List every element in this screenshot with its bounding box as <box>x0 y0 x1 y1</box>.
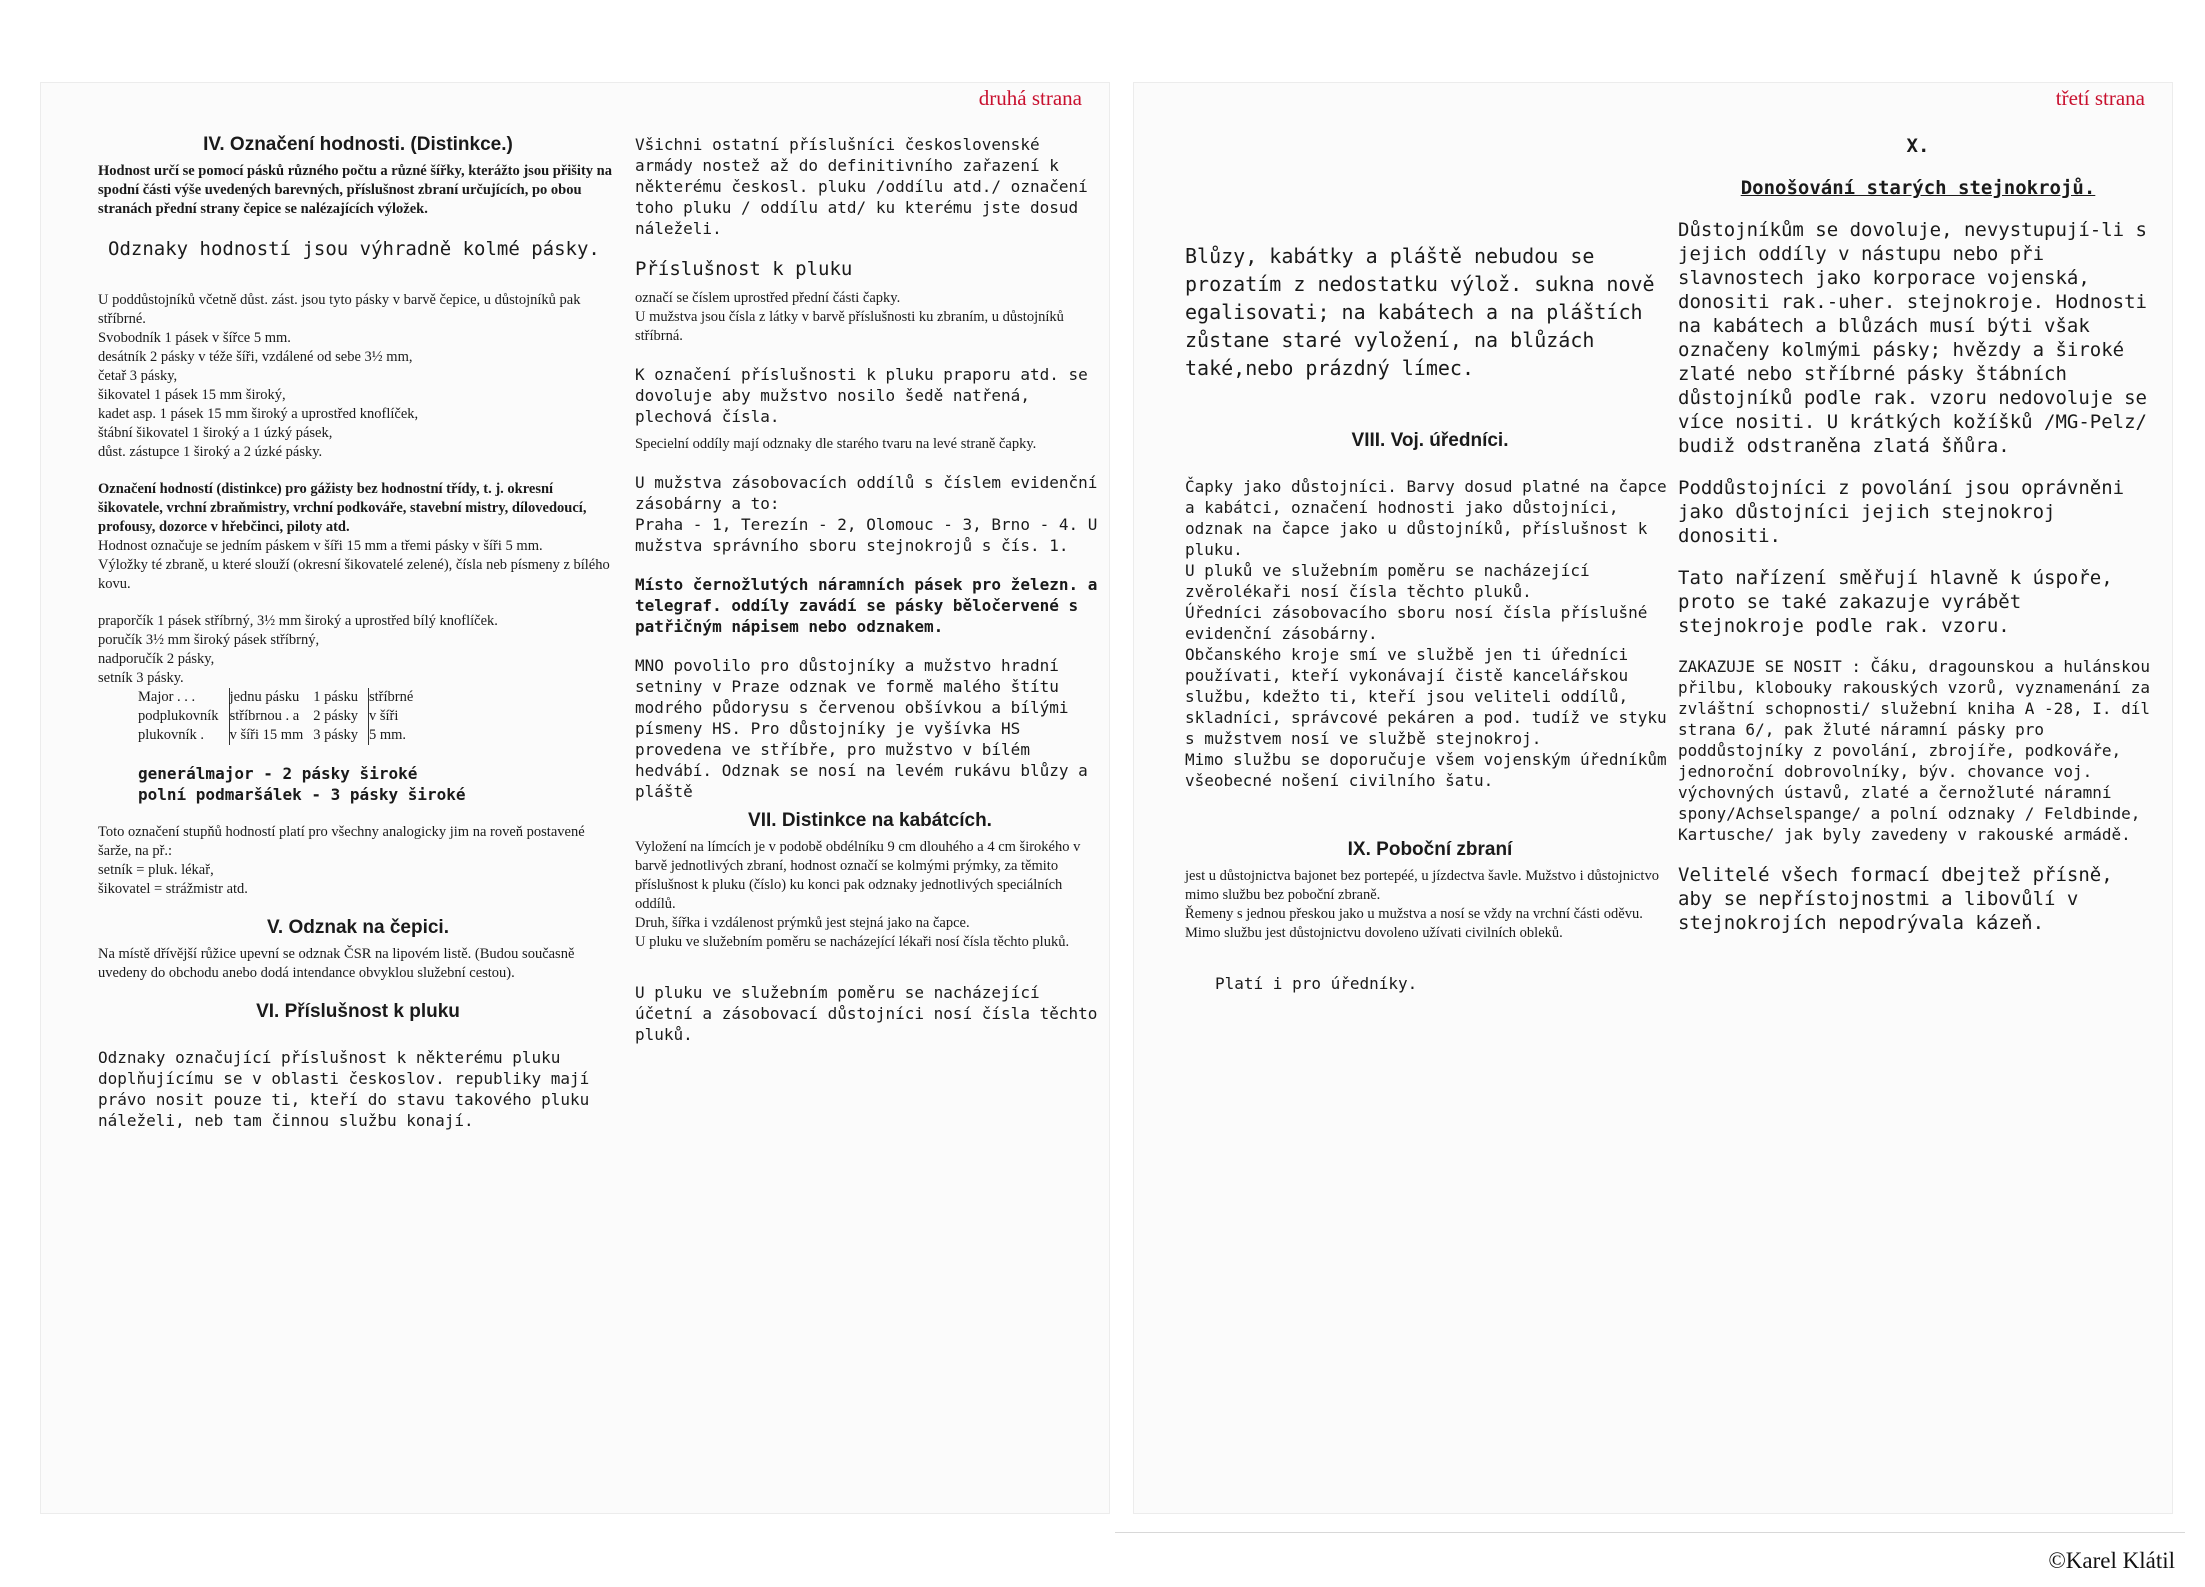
section-7-text: Vyložení na límcích je v podobě obdélníku 9 cm dlouhého a 4 cm širokého v barvě jednotlivých zbraní, hodnost označí se kolmými prýmky, za těmito příslušnost k pluku (číslo) ku konci pak odznaky jednotlivých speciálních oddílů. Druh, šířka i vzdálenost prýmků jest stejná jako na čapce. U pluku ve služebním poměru se nacházející lékaři nosí čísla těchto pluků. <box>635 839 1081 950</box>
poddustojnici-text: Poddůstojníci z povolání jsou oprávněni jako důstojníci jejich stejnokroj donositi. <box>1678 477 2125 547</box>
section-10-heading: X. <box>1906 135 1930 157</box>
rank-table-cell-c: stříbrné <box>369 688 424 707</box>
velitele-text: Velitelé všech formací dbejtež přísně, aby se nepřístojnostmi a libovůlí v stejnokrojích nepodrývala kázeň. <box>1678 864 2113 934</box>
document-page-left <box>40 82 1110 1514</box>
document-page-right <box>1133 82 2173 1514</box>
copyright-notice: ©Karel Klátil <box>2048 1548 2175 1573</box>
plati-text: Platí i pro úředníky. <box>1215 974 1418 993</box>
rank-table-cell-rank: plukovník . <box>138 727 205 743</box>
mno-text: MNO povolilo pro důstojníky a mužstvo hradní setniny v Praze odznak ve formě malého štítu modrého půdorysu s červenou obšívkou a bílými písmeny HS. Pro důstojníky je vyšívka HS provedena ve stříbře, pro mužstvo v bílém hedvábí. Odznak se nosí na levém rukávu blůzy a pláště <box>635 656 1088 801</box>
rank-table-cell-b: 1 pásku <box>313 689 358 705</box>
rank-table-cell-a: stříbrnou . a <box>229 707 313 726</box>
rank-table <box>138 688 423 745</box>
left-column-1 <box>98 134 618 1131</box>
left-column-2 <box>635 134 1105 1045</box>
page-label-left: druhá strana <box>978 86 1082 110</box>
section-8-text: Čapky jako důstojníci. Barvy dosud platné na čapce a kabátci, označení hodnosti jako důstojníci, odznak na čapce jako u důstojníků, příslušnost k pluku. U pluků ve služebním poměru se nacházející zvěrolékaři nosí čísla těchto pluků. Úředníci zásobovacího sboru nosí čísla příslušné evidenční zásobárny. Občanského kroje smí ve službě jen ti úředníci používati, kteří vykonávají čistě kancelářskou službu, kdežto ti, kteří jsou veliteli oddílů, skladníci, správcové pekáren a pod. tudíž ve styku s mužstvem nosí ve službě stejnokroj. Mimo službu se doporučuje všem vojenským úředníkům všeobecné nošení civilního šatu. <box>1185 477 1667 790</box>
zakazuje-text: ZAKAZUJE SE NOSIT : Čáku, dragounskou a hulánskou přilbu, klobouky rakouských vzorů, vyznamenání za zvláštní schopnosti/ služební kniha A -28, I. díl strana 6/, pak žluté náramní pásky pro poddůstojníky z povolání, zbrojíře, podkováře, jednoroční dobrovolníky, býv. chovance voj. výchovných ústavů, zlaté a černožluté náramní spony/Achselspange/ a polní odznaky / Feldbinde, Kartusche/ jak byly zavedeny v rakouské armádě. <box>1678 657 2151 844</box>
rank-table-cell-c: 5 mm. <box>369 726 424 745</box>
section-4-heading: IV. Označení hodnosti. (Distinkce.) <box>203 134 513 155</box>
prislusnost-heading: Příslušnost k pluku <box>635 258 853 280</box>
rank-table-cell-a: jednu pásku <box>229 688 313 707</box>
gazisty-text: Hodnost označuje se jedním páskem v šíři 15 mm a třemi pásky v šíři 5 mm. Výložky té zbraně, u které slouží (okresní šikovatelé zelené), čísla neb písmeny z bílého kovu. <box>98 538 610 592</box>
rank-table-cell-b: 3 pásky <box>313 727 358 743</box>
section-8-heading: VIII. Voj. úředníci. <box>1351 430 1509 451</box>
ucetni-text: U pluku ve služebním poměru se nacházející účetní a zásobovací důstojníci nosí čísla těchto pluků. <box>635 983 1098 1044</box>
rank-table-cell-c: v šíři <box>369 707 424 726</box>
section-5-heading: V. Odznak na čepici. <box>267 917 449 938</box>
section-9-heading: IX. Poboční zbraní <box>1347 839 1513 860</box>
rank-table-row <box>138 726 423 745</box>
rank-table-cell-b: 2 pásky <box>313 708 358 724</box>
odznaky-kolme: Odznaky hodností jsou výhradně kolmé pásky. <box>108 238 600 260</box>
dustojnikum-text: Důstojníkům se dovoluje, nevystupují-li s jejich oddíly v nástupu nebo při slavnostech jako korporace vojenská, donositi rak.-uher. stejnokroje. Hodnosti na kabátech a blůzách musí býti však označeny kolmými pásky; hvězdy a široké zlaté nebo stříbrné pásky štábních důstojníků podle rak. vzoru nedovoluje se více nositi. U krátkých kožíšků /MG-Pelz/ budiž odstraněna zlatá šňůra. <box>1678 219 2147 457</box>
right-column-1 <box>1185 242 1675 994</box>
poddustojniku-text: U poddůstojníků včetně důst. zást. jsou tyto pásky v barvě čepice, u důstojníků pak stříbrné. Svobodník 1 pásek v šířce 5 mm. desátník 2 pásky v téže šíři, vzdálené od sebe 3½ mm, četař 3 pásky, šikovatel 1 pásek 15 mm široký, kadet asp. 1 pásek 15 mm široký a uprostřed knoflíček, štábní šikovatel 1 široký a 1 úzký pásek, důst. zástupce 1 široký a 2 úzké pásky. <box>98 292 581 460</box>
misto-text: Místo černožlutých náramních pásek pro železn. a telegraf. oddíly zavádí se pásky běločervené s patřičným nápisem nebo odznakem. <box>635 575 1098 636</box>
zasobovacich-text: U mužstva zásobovacích oddílů s číslem evidenční zásobárny a to: Praha - 1, Terezín - 2, Olomouc - 3, Brno - 4. U mužstva správního sboru stejnokrojů s čís. 1. <box>635 473 1098 555</box>
section-6-heading: VI. Příslušnost k pluku <box>256 1001 460 1022</box>
rank-table-row <box>138 688 423 707</box>
narizeni-text: Tato nařízení směřují hlavně k úspoře, proto se také zakazuje vyrábět stejnokroje podle rak. vzoru. <box>1678 567 2113 637</box>
section-6-text: Odznaky označující příslušnost k některému pluku doplňujícímu se v oblasti českoslov. republiky mají právo nosit pouze ti, kteří do stavu takového pluku náleželi, neb tam činnou službu konají. <box>98 1048 590 1130</box>
right-column-2 <box>1678 134 2158 935</box>
analogicky-text: Toto označení stupňů hodností platí pro všechny analogicky jim na roveň postavené šarže, na př.: setník = pluk. lékař, šikovatel = strážmistr atd. <box>98 824 585 897</box>
dustojnici-text: praporčík 1 pásek stříbrný, 3½ mm široký a uprostřed bílý knoflíček. poručík 3½ mm široký pásek stříbrný, nadporučík 2 pásky, setník 3 pásky. <box>98 613 498 686</box>
section-5-text: Na místě dřívější růžice upevní se odznak ČSR na lipovém listě. (Budou současně uvedeny do obchodu anebo dodá intendance obvyklou služební cestou). <box>98 946 575 981</box>
footer-rule <box>1115 1532 2185 1533</box>
generalove-text: generálmajor - 2 pásky široké polní podmaršálek - 3 pásky široké <box>138 764 466 804</box>
section-4-intro: Hodnost určí se pomocí pásků různého počtu a různé šířky, kterážto jsou přišity na spodní části výše uvedených barevných, příslušnost zbraní určujících, po obou stranách přední strany čepice se nalézajících výložek. <box>98 163 612 217</box>
section-9-text: jest u důstojnictva bajonet bez portepéé, u jízdectva šavle. Mužstvo i důstojnictvo mimo službu bez poboční zbraně. Řemeny s jednou přeskou jako u mužstva a nosí se vždy na vrchní části oděvu. Mimo službu jest důstojnictvu dovoleno užívati civilních obleků. <box>1185 868 1659 941</box>
rank-table-cell-a: v šíři 15 mm <box>229 726 313 745</box>
praporu-text: K označení příslušnosti k pluku praporu atd. se dovoluje aby mužstvo nosilo šedě natřená, plechová čísla. <box>635 365 1088 426</box>
section-7-heading: VII. Distinkce na kabátcích. <box>748 810 992 831</box>
cislem-text: označí se číslem uprostřed přední části čapky. U mužstva jsou čísla z látky v barvě příslušnosti ku zbraním, u důstojníků stříbrná. <box>635 290 1064 344</box>
gazisty-heading: Označení hodností (distinkce) pro gážisty bez hodnostní třídy, t. j. okresní šikovatele, vrchní zbraňmistry, vrchní podkováře, stavební mistry, dílovedoucí, profousy, dozorce v hřebčinci, piloty atd. <box>98 481 587 535</box>
page-label-right: třetí strana <box>2055 86 2145 110</box>
specielni-text: Specielní oddíly mají odznaky dle starého tvaru na levé straně čapky. <box>635 436 1037 452</box>
rank-table-cell-rank: Major . . . <box>138 689 196 705</box>
bluzy-text: Blůzy, kabátky a pláště nebudou se prozatím z nedostatku výlož. sukna nově egalisovati; na kabátech a na pláštích zůstane staré vyložení, na blůzách také,nebo prázdný límec. <box>1185 244 1655 380</box>
rank-table-row <box>138 707 423 726</box>
rank-table-cell-rank: podplukovník <box>138 708 219 724</box>
vsichni-text: Všichni ostatní příslušníci československé armády nostež až do definitivního zařazení k některému českosl. pluku /oddílu atd./ označení toho pluku / oddílu atd/ ku kterému jste dosud náleželi. <box>635 135 1088 238</box>
section-10-subheading: Donošování starých stejnokrojů. <box>1740 177 2096 199</box>
